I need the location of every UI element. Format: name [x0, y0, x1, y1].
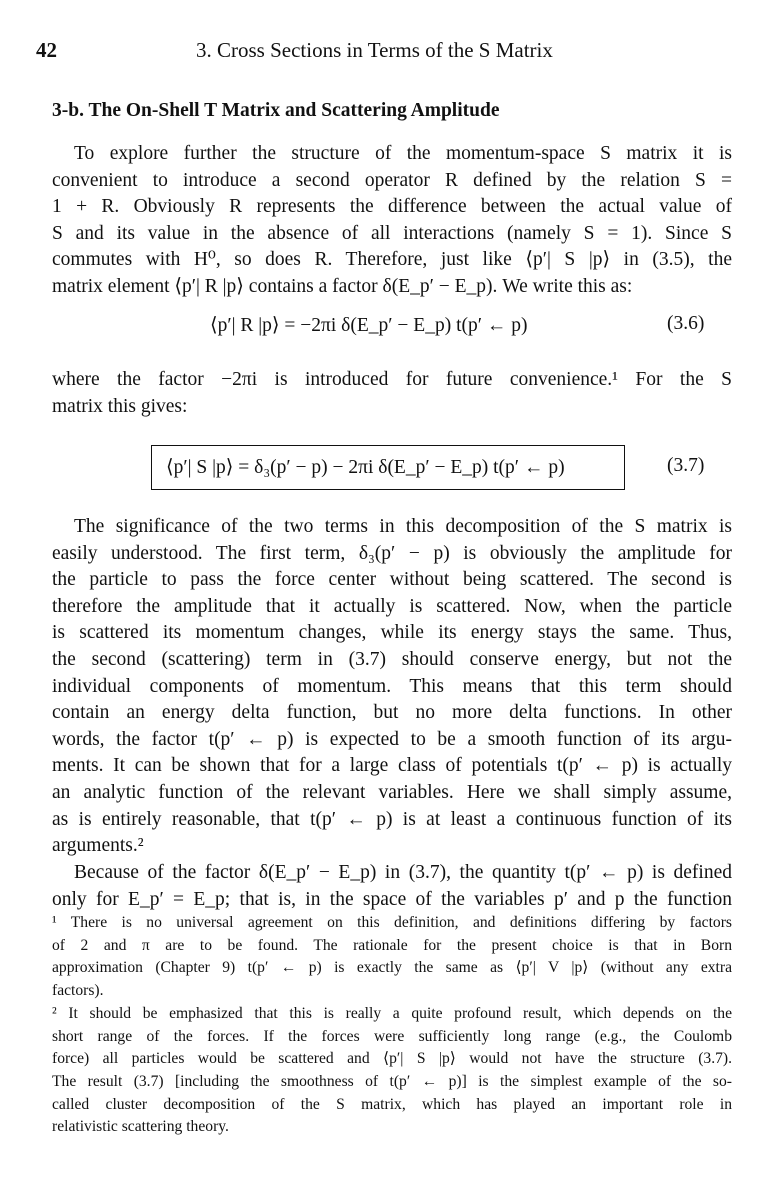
text-line: arguments.²: [52, 835, 144, 857]
text-line: 1 + R. Obviously R represents the difference between the actual value of: [52, 196, 732, 218]
page-number: 42: [36, 38, 57, 62]
footnote-2: [52, 1003, 732, 1139]
text-line: matrix this gives:: [52, 395, 188, 417]
text-line: ments. It can be shown that for a large class of potentials t(p′ ← p) is actually: [52, 755, 732, 777]
text-line: therefore the amplitude that it actually is scattered. Now, when the particle: [52, 595, 732, 617]
text-line: words, the factor t(p′ ← p) is expected to be a smooth function of its argu-: [52, 728, 732, 750]
footnote-line: relativistic scattering theory.: [52, 1118, 229, 1136]
text-line: an analytic function of the relevant variables. Here we shall simply assume,: [52, 781, 732, 803]
paragraph-1: [52, 141, 732, 301]
footnotes: [52, 912, 732, 1139]
equation-3-6-number: (3.6): [667, 313, 705, 334]
text-line: only for E_p′ = E_p; that is, in the space of the variables p′ and p the function: [52, 888, 732, 910]
text-line: The significance of the two terms in this decomposition of the S matrix is: [74, 516, 732, 537]
text-line: the particle to pass the force center without being scattered. The second is: [52, 569, 732, 591]
text-line: contain an energy delta function, but no more delta functions. In other: [52, 702, 732, 724]
text-line: as is entirely reasonable, that t(p′ ← p) is at least a continuous function of its: [52, 808, 732, 830]
footnote-1: [52, 912, 732, 1003]
text-line: the second (scattering) term in (3.7) should conserve energy, but not the: [52, 648, 732, 670]
text-line: To explore further the structure of the momentum-space S matrix it is: [74, 143, 732, 164]
equation-3-6: ⟨p′| R |p⟩ = −2πi δ(E_p′ − E_p) t(p′ ← p): [210, 315, 528, 336]
text-line: Because of the factor δ(E_p′ − E_p) in (3.7), the quantity t(p′ ← p) is defined: [74, 862, 732, 883]
footnote-line: ² It should be emphasized that this is really a quite profound result, which depends on the: [52, 1004, 732, 1022]
text-line: convenient to introduce a second operator R defined by the relation S =: [52, 169, 732, 191]
paragraph-2: [52, 367, 732, 420]
footnote-line: short range of the forces. If the forces were sufficiently long range (e.g., the Coulomb: [52, 1027, 732, 1045]
paragraph-4: [52, 860, 732, 913]
running-head: [36, 38, 736, 63]
text-line: commutes with H⁰, so does R. Therefore, just like ⟨p′| S |p⟩ in (3.5), the: [52, 249, 732, 271]
chapter-title: 3. Cross Sections in Terms of the S Matrix: [196, 38, 553, 62]
text-line: matrix element ⟨p′| R |p⟩ contains a factor δ(E_p′ − E_p). We write this as:: [52, 275, 633, 297]
text-line: individual components of momentum. This means that this term should: [52, 675, 732, 697]
footnote-line: ¹ There is no universal agreement on this definition, and definitions differing by factors: [52, 914, 732, 931]
footnote-line: called cluster decomposition of the S matrix, which has played an important role in: [52, 1095, 732, 1113]
footnote-line: force) all particles would be scattered and ⟨p′| S |p⟩ would not have the structure (3.7).: [52, 1050, 732, 1068]
text-line: S and its value in the absence of all interactions (namely S = 1). Since S: [52, 222, 732, 244]
section-heading: 3-b. The On-Shell T Matrix and Scattering Amplitude: [52, 100, 500, 121]
paragraph-3: [52, 514, 732, 860]
footnote-line: approximation (Chapter 9) t(p′ ← p) is exactly the same as ⟨p′| V |p⟩ (without any extra: [52, 959, 732, 977]
equation-3-7-number: (3.7): [667, 455, 705, 476]
footnote-line: The result (3.7) [including the smoothness of t(p′ ← p)] is the simplest example of the so-: [52, 1072, 732, 1090]
footnote-line: of 2 and π are to be found. The rationale for the present choice is that in Born: [52, 936, 732, 954]
text-line: where the factor −2πi is introduced for future convenience.¹ For the S: [52, 369, 732, 390]
text-line: is scattered its momentum changes, while its energy stays the same. Thus,: [52, 622, 732, 644]
footnote-line: factors).: [52, 982, 104, 1000]
equation-3-7: ⟨p′| S |p⟩ = δ₃(p′ − p) − 2πi δ(E_p′ − E_p) t(p′ ← p): [166, 457, 565, 478]
text-line: easily understood. The first term, δ₃(p′ − p) is obviously the amplitude for: [52, 542, 732, 564]
